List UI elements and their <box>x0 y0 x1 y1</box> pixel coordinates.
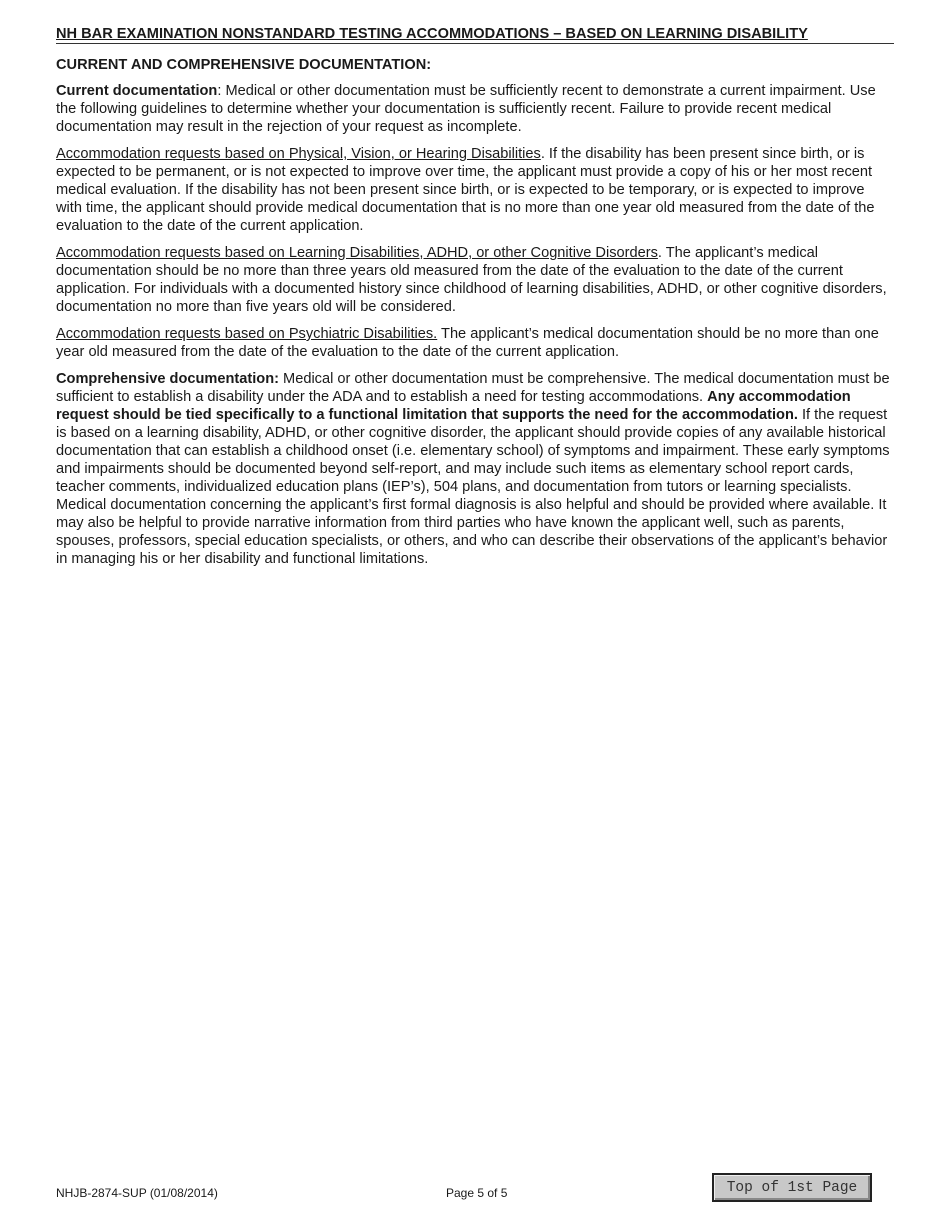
section-heading: CURRENT AND COMPREHENSIVE DOCUMENTATION: <box>56 57 432 73</box>
learning-disabilities-label: Accommodation requests based on Learning Disabilities, ADHD, or other Cognitive Disorders <box>56 245 658 261</box>
paragraph-physical-disabilities <box>56 145 894 235</box>
comprehensive-documentation-text-2: If the request is based on a learning disability, ADHD, or other cognitive disorder, the applicant should provide copies of any available historical documentation that can establish a childhood onset (i.e. elementary school) of symptoms and impairment. These early symptoms and impairments should be documented beyond self-report, and may include such items as elementary school report cards, teacher comments, individualized education plans (IEP’s), 504 plans, and documentation from tutors or learning specialists. Medical documentation concerning the applicant’s first formal diagnosis is also helpful and should be provided where available. It may also be helpful to provide narrative information from third parties who have known the applicant well, such as parents, spouses, professors, special education specialists, or others, and who can describe their observations of the applicant’s behavior in managing his or her disability and functional limitations. <box>56 407 890 567</box>
comprehensive-documentation-bold: Any accommodation request should be tied specifically to a functional limitation that supports the need for the accommodation. <box>56 389 851 423</box>
psychiatric-disabilities-label: Accommodation requests based on Psychiatric Disabilities. <box>56 326 438 342</box>
paragraph-psychiatric-disabilities <box>56 325 894 361</box>
physical-disabilities-text: . If the disability has been present since birth, or is expected to be permanent, or is not expected to improve over time, the applicant must provide a copy of his or her most recent medical evaluation. If the disability has not been present since birth, or is expected to be temporary, or is expected to improve with time, the applicant should provide medical documentation that is no more than one year old measured from the date of the evaluation to the date of the current application. <box>56 146 875 234</box>
comprehensive-documentation-label: Comprehensive documentation: <box>56 371 279 387</box>
form-id: NHJB-2874-SUP (01/08/2014) <box>56 1186 218 1200</box>
current-documentation-label: Current documentation <box>56 83 218 99</box>
document-body <box>56 25 894 577</box>
psychiatric-disabilities-text: The applicant’s medical documentation should be no more than one year old measured from the date of the evaluation to the date of the current application. <box>56 326 879 360</box>
page-title: NH BAR EXAMINATION NONSTANDARD TESTING ACCOMMODATIONS – BASED ON LEARNING DISABILITY <box>56 25 894 44</box>
learning-disabilities-text: . The applicant’s medical documentation should be no more than three years old measured from the date of the evaluation to the date of the current application. For individuals with a documented history since childhood of learning disabilities, ADHD, or other cognitive disorders, documentation no more than five years old will be considered. <box>56 245 887 315</box>
top-of-first-page-button[interactable]: Top of 1st Page <box>712 1173 872 1202</box>
physical-disabilities-label: Accommodation requests based on Physical, Vision, or Hearing Disabilities <box>56 146 541 162</box>
comprehensive-documentation-text: Medical or other documentation must be comprehensive. The medical documentation must be sufficient to establish a disability under the ADA and to establish a need for testing accommodations. <box>56 371 890 405</box>
current-documentation-text: : Medical or other documentation must be sufficiently recent to demonstrate a current impairment. Use the following guidelines to determine whether your documentation is sufficiently recent. Failure to provide recent medical documentation may result in the rejection of your request as incomplete. <box>56 83 876 135</box>
paragraph-learning-disabilities <box>56 244 894 316</box>
paragraph-comprehensive-documentation <box>56 370 894 568</box>
page-number: Page 5 of 5 <box>446 1186 508 1200</box>
paragraph-current-documentation <box>56 82 894 136</box>
